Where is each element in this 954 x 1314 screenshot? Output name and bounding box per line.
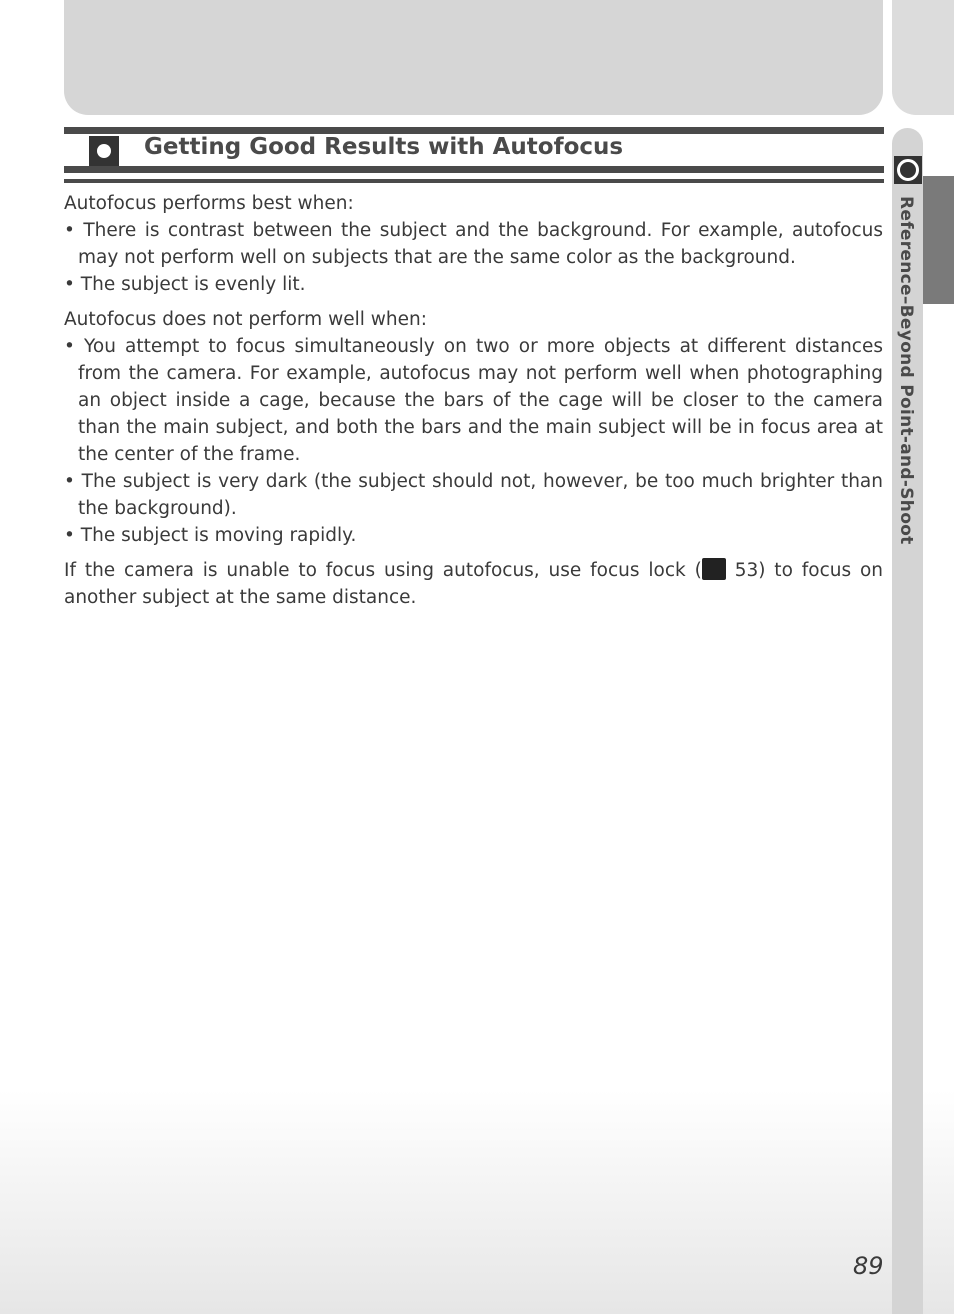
- closing-text: If the camera is unable to focus using autofocus, use focus lock (: [64, 560, 702, 581]
- list-item: • The subject is very dark (the subject should not, however, be too much brighter than the background).: [64, 468, 883, 522]
- reference-icon: [894, 156, 922, 184]
- page-title: Getting Good Results with Autofocus: [144, 134, 624, 160]
- bad-list: [64, 333, 883, 549]
- divider: [64, 179, 884, 183]
- list-item: • There is contrast between the subject and the background. For example, autofocus may not perform well on subjects that are the same color as the background.: [64, 217, 883, 271]
- lightbulb-tip-icon: [89, 136, 119, 166]
- page-number: 89: [853, 1252, 884, 1280]
- good-list: [64, 217, 883, 298]
- divider: [64, 127, 884, 134]
- intro-good: Autofocus performs best when:: [64, 193, 354, 214]
- page-reference: 53: [734, 560, 759, 581]
- header-band: [64, 0, 883, 115]
- intro-bad: Autofocus does not perform well when:: [64, 309, 427, 330]
- body-text: [64, 190, 883, 611]
- closing-text: ) to focus on another subject at the same distance.: [64, 560, 884, 608]
- closing-paragraph: [64, 557, 883, 611]
- divider: [64, 166, 884, 173]
- list-item: • The subject is moving rapidly.: [64, 522, 883, 549]
- list-item: • The subject is evenly lit.: [64, 271, 883, 298]
- section-tab-marker: [923, 176, 954, 304]
- focus-lock-reference-icon: [702, 558, 726, 580]
- section-tab-label: Reference–Beyond Point-and-Shoot: [896, 196, 916, 545]
- header-band-right: [892, 0, 954, 115]
- list-item: • You attempt to focus simultaneously on two or more objects at different distances from the camera. For example, autofocus may not perform well when photographing an object inside a cage, because the bars of the cage will be closer to the camera than the main subject, and both the bars and the main subject will be in focus area at the center of the frame.: [64, 333, 883, 468]
